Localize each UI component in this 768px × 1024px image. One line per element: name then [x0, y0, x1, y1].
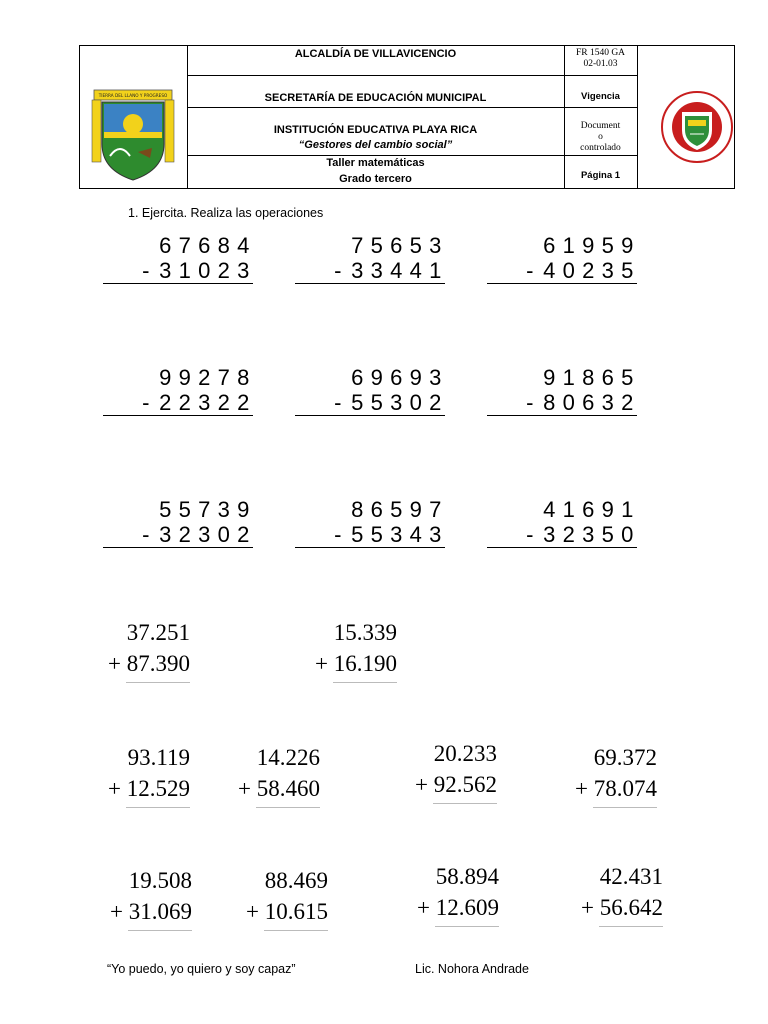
- addition-problem: [315, 620, 397, 686]
- minus-sign: -: [334, 390, 342, 415]
- minuend: 8 6 5 9 7: [351, 497, 442, 522]
- minus-sign: -: [526, 258, 534, 283]
- minus-sign: -: [526, 522, 534, 547]
- document-status-line2: o: [598, 132, 603, 142]
- addend-top: 88.469: [264, 868, 328, 893]
- addend-top: 15.339: [333, 620, 397, 645]
- subtraction-problem: [295, 233, 445, 285]
- result-line: [599, 926, 663, 927]
- addend-bottom: + 92.562: [415, 772, 497, 797]
- minuend: 6 7 6 8 4: [159, 233, 250, 258]
- result-line: [126, 682, 190, 683]
- addend-bottom: + 16.190: [315, 651, 397, 676]
- logo-banner-text: TIERRA DEL LLANO Y PROGRESO: [98, 93, 168, 98]
- subtraction-problem: [487, 497, 637, 549]
- subtraction-problem: [103, 497, 253, 549]
- result-line: [333, 682, 397, 683]
- subtrahend: - 4 0 2 3 5: [520, 258, 637, 284]
- result-line: [593, 807, 657, 808]
- addition-problem: [110, 868, 192, 934]
- minuend: 6 1 9 5 9: [543, 233, 634, 258]
- subtraction-problem: [103, 365, 253, 417]
- footer-quote: “Yo puedo, yo quiero y soy capaz”: [107, 962, 296, 976]
- document-header: [79, 45, 735, 189]
- minus-sign: -: [142, 258, 150, 283]
- municipality-title: ALCALDÍA DE VILLAVICENCIO: [294, 48, 457, 60]
- subtrahend: - 3 1 0 2 3: [136, 258, 253, 284]
- villavicencio-shield-logo: [90, 86, 176, 182]
- addition-problem: [417, 864, 499, 930]
- subtrahend: - 3 3 4 4 1: [328, 258, 445, 284]
- subject-title: Taller matemáticas: [326, 157, 425, 169]
- result-line: [295, 415, 445, 416]
- addend-top: 93.119: [127, 745, 190, 770]
- playa-rica-seal-logo: [660, 90, 734, 164]
- vigencia-label: Vigencia: [581, 91, 620, 102]
- minuend: 9 1 8 6 5: [543, 365, 634, 390]
- secretariat-title: SECRETARÍA DE EDUCACIÓN MUNICIPAL: [264, 92, 487, 104]
- result-line: [435, 926, 499, 927]
- result-line: [103, 415, 253, 416]
- form-code-line2: 02-01.03: [583, 59, 618, 69]
- addend-bottom: + 31.069: [110, 899, 192, 924]
- minus-sign: -: [334, 522, 342, 547]
- subtraction-problem: [487, 365, 637, 417]
- addition-problem: [238, 745, 320, 811]
- minus-sign: -: [142, 390, 150, 415]
- addend-bottom: + 10.615: [246, 899, 328, 924]
- subtrahend: - 2 2 3 2 2: [136, 390, 253, 416]
- result-line: [128, 930, 192, 931]
- addition-problem: [246, 868, 328, 934]
- minus-sign: -: [142, 522, 150, 547]
- minuend: 6 9 6 9 3: [351, 365, 442, 390]
- addend-top: 42.431: [599, 864, 663, 889]
- result-line: [487, 415, 637, 416]
- minuend: 4 1 6 9 1: [543, 497, 634, 522]
- minus-sign: -: [526, 390, 534, 415]
- addend-bottom: + 78.074: [575, 776, 657, 801]
- institution-title: INSTITUCIÓN EDUCATIVA PLAYA RICA: [273, 124, 478, 136]
- page-number: Página 1: [580, 170, 621, 181]
- subtrahend: - 8 0 6 3 2: [520, 390, 637, 416]
- addition-problem: [108, 620, 190, 686]
- addend-top: 37.251: [126, 620, 190, 645]
- addend-top: 20.233: [433, 741, 497, 766]
- grade-title: Grado tercero: [339, 173, 412, 185]
- addend-bottom: + 12.529: [108, 776, 190, 801]
- form-code-line1: FR 1540 GA: [575, 48, 626, 58]
- result-line: [487, 547, 637, 548]
- result-line: [433, 803, 497, 804]
- result-line: [103, 283, 253, 284]
- minuend: 7 5 6 5 3: [351, 233, 442, 258]
- document-status-line3: controlado: [580, 143, 621, 153]
- subtrahend: - 3 2 3 5 0: [520, 522, 637, 548]
- addend-top: 19.508: [128, 868, 192, 893]
- subtraction-problem: [295, 365, 445, 417]
- subtraction-problem: [487, 233, 637, 285]
- result-line: [126, 807, 190, 808]
- addition-problem: [108, 745, 190, 811]
- result-line: [487, 283, 637, 284]
- subtrahend: - 3 2 3 0 2: [136, 522, 253, 548]
- institution-motto: “Gestores del cambio social”: [298, 139, 453, 151]
- addend-bottom: + 12.609: [417, 895, 499, 920]
- footer-teacher: Lic. Nohora Andrade: [415, 962, 529, 976]
- addend-top: 58.894: [435, 864, 499, 889]
- document-status-line1: Document: [580, 121, 621, 131]
- addition-problem: [575, 745, 657, 811]
- addend-bottom: + 87.390: [108, 651, 190, 676]
- subtrahend: - 5 5 3 0 2: [328, 390, 445, 416]
- subtraction-problem: [103, 233, 253, 285]
- addend-top: 69.372: [593, 745, 657, 770]
- minuend: 5 5 7 3 9: [159, 497, 250, 522]
- addend-bottom: + 58.460: [238, 776, 320, 801]
- addend-top: 14.226: [256, 745, 320, 770]
- result-line: [295, 283, 445, 284]
- minuend: 9 9 2 7 8: [159, 365, 250, 390]
- addend-bottom: + 56.642: [581, 895, 663, 920]
- subtrahend: - 5 5 3 4 3: [328, 522, 445, 548]
- result-line: [264, 930, 328, 931]
- subtraction-problem: [295, 497, 445, 549]
- minus-sign: -: [334, 258, 342, 283]
- addition-problem: [581, 864, 663, 930]
- instruction-text: 1. Ejercita. Realiza las operaciones: [128, 206, 324, 220]
- result-line: [103, 547, 253, 548]
- result-line: [256, 807, 320, 808]
- result-line: [295, 547, 445, 548]
- addition-problem: [415, 741, 497, 807]
